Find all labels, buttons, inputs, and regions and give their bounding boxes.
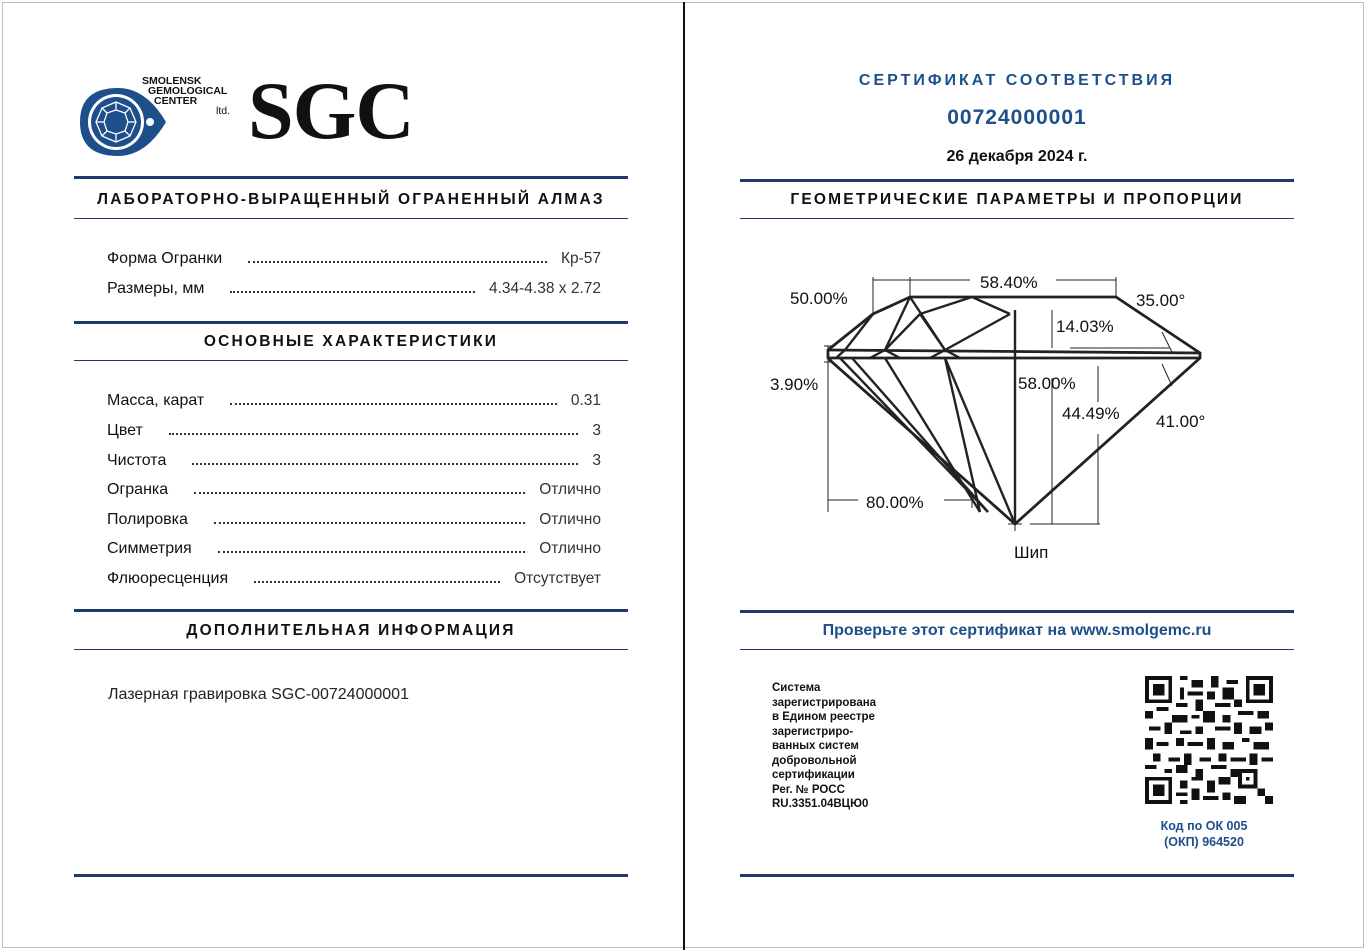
pavilion-depth-label: 44.49%: [1062, 404, 1120, 423]
section-title-geometry: ГЕОМЕТРИЧЕСКИЕ ПАРАМЕТРЫ И ПРОПОРЦИИ: [790, 191, 1244, 208]
clarity-row: Чистота 3: [107, 452, 601, 469]
crown-height-label: 14.03%: [1056, 317, 1114, 336]
rule: [74, 321, 628, 324]
fold-line: [683, 2, 685, 950]
section-title-diamond: ЛАБОРАТОРНО-ВЫРАЩЕННЫЙ ОГРАНЕННЫЙ АЛМАЗ: [97, 191, 605, 208]
diamond-facets: [836, 297, 1015, 524]
rule: [74, 649, 628, 650]
shape-row: Форма Огранки Кр-57: [107, 250, 601, 267]
star-pct-label: 50.00%: [790, 289, 848, 308]
rule: [740, 218, 1294, 219]
symmetry-row: Симметрия Отлично: [107, 540, 601, 557]
rule: [740, 179, 1294, 182]
certificate-title: СЕРТИФИКАТ СООТВЕТСТВИЯ: [858, 72, 1176, 89]
total-depth-label: 58.00%: [1018, 374, 1076, 393]
logo-company-name: SMOLENSK GEMOLOGICAL CENTER ltd.: [142, 75, 231, 117]
rule: [74, 218, 628, 219]
cut-row: Огранка Отлично: [107, 481, 601, 498]
section-title-characteristics: ОСНОВНЫЕ ХАРАКТЕРИСТИКИ: [203, 333, 499, 350]
rule: [74, 609, 628, 612]
polish-row: Полировка Отлично: [107, 511, 601, 528]
culet-label: Шип: [1014, 543, 1049, 562]
certificate-number: 00724000001: [947, 106, 1087, 129]
right-panel: [740, 0, 1294, 952]
rule: [740, 649, 1294, 650]
left-panel: [74, 0, 628, 952]
sgc-logo: [76, 65, 416, 156]
rule: [74, 176, 628, 179]
fluorescence-row: Флюоресценция Отсутствует: [107, 570, 601, 587]
logo-mark: SGC: [248, 65, 414, 156]
color-row: Цвет 3: [107, 422, 601, 439]
pavilion-angle-label: 41.00°: [1156, 412, 1206, 431]
lower-half-label: 80.00%: [866, 493, 924, 512]
table-pct-label: 58.40%: [980, 273, 1038, 292]
rule: [74, 874, 628, 877]
certificate-date: 26 декабря 2024 г.: [946, 148, 1088, 165]
registration-info: Система зарегистрирована в Едином реестре зарегистриро- ванных систем добровольной сертификации Рег. № РОСС RU.3351.04ВЦЮ0: [772, 682, 877, 810]
qr-code-icon[interactable]: [1142, 676, 1276, 804]
laser-engraving-text: Лазерная гравировка SGC-00724000001: [108, 686, 409, 703]
rule: [74, 360, 628, 361]
rule: [740, 610, 1294, 613]
crown-angle-label: 35.00°: [1136, 291, 1186, 310]
dimensions-row: Размеры, мм 4.34-4.38 x 2.72: [107, 280, 601, 297]
diamond-proportions-diagram: [740, 262, 1294, 572]
verify-link-text[interactable]: Проверьте этот сертификат на www.smolgemc.ru: [822, 622, 1212, 639]
okp-code: Код по ОК 005 (ОКП) 964520: [1160, 819, 1248, 849]
mass-row: Масса, карат 0.31: [107, 392, 601, 409]
girdle-label: 3.90%: [770, 375, 819, 394]
rule: [740, 874, 1294, 877]
section-title-additional: ДОПОЛНИТЕЛЬНАЯ ИНФОРМАЦИЯ: [186, 622, 516, 639]
